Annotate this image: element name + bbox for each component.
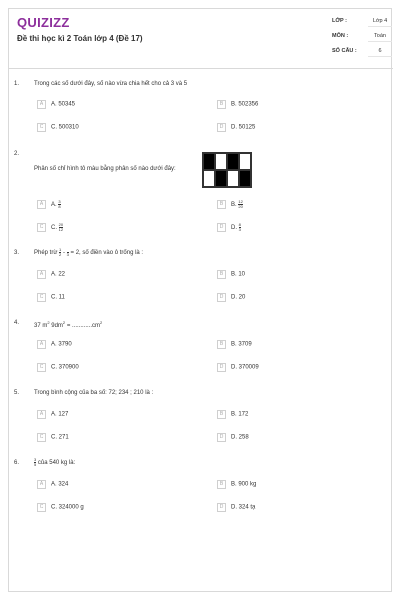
option-prefix: C. [51, 225, 57, 232]
option-letter: B [217, 100, 226, 109]
option-b[interactable] [217, 340, 252, 350]
meta-key: MÔN : [332, 33, 349, 39]
exam-title: Đề thi học kì 2 Toán lớp 4 (Đề 17) [17, 34, 143, 43]
question-text: Phân số chỉ hình tô màu bằng phân số nào dưới đây: [34, 166, 176, 172]
option-text: C. 500310 [51, 124, 79, 131]
option-text: C. 324000 g [51, 504, 84, 511]
option-letter: A [37, 340, 46, 349]
option-text: A. 50345 [51, 101, 76, 108]
question-text: Trong các số dưới đây, số nào vừa chia hết cho cả 3 và 5 [34, 81, 188, 87]
option-letter: A [37, 270, 46, 279]
option-a[interactable] [37, 480, 68, 490]
option-letter: D [217, 223, 226, 232]
option-b[interactable] [217, 200, 243, 210]
option-b[interactable] [217, 100, 258, 110]
grid-cell-empty [239, 153, 251, 170]
option-fraction: $\frac{12}{20}$ [238, 199, 243, 209]
meta-key: SỐ CÂU : [332, 48, 357, 54]
option-d[interactable] [217, 363, 259, 373]
option-letter: C [37, 363, 46, 372]
option-c[interactable] [37, 123, 79, 133]
option-fraction: $\frac{3}{8}$ [58, 199, 61, 209]
option-letter: C [37, 433, 46, 442]
option-letter: D [217, 363, 226, 372]
option-text: B. 3709 [231, 341, 252, 348]
worksheet-page [8, 8, 392, 592]
option-fraction: $\frac{8}{3}$ [238, 222, 241, 232]
question-text: Phép trừ $\frac{1}{2}$ - 3 = 2, số điền vào ô trống là : [34, 247, 144, 257]
option-text: B. 502356 [231, 101, 259, 108]
option-text: D. 20 [231, 294, 246, 301]
option-b[interactable] [217, 480, 256, 490]
option-text: C. 271 [51, 434, 69, 441]
option-letter: A [37, 200, 46, 209]
question-number: 4. [14, 320, 20, 326]
option-prefix: D. [231, 225, 237, 232]
option-text: B. 172 [231, 411, 249, 418]
option-d[interactable] [217, 433, 249, 443]
question-number: 1. [14, 81, 20, 87]
option-letter: A [37, 100, 46, 109]
option-letter: D [217, 293, 226, 302]
option-text: D. 370009 [231, 364, 259, 371]
grid-cell-shaded [215, 170, 227, 187]
option-letter: B [217, 340, 226, 349]
question-text: 37 $m^2$ $9dm^2 = ............cm^2$ [34, 320, 103, 329]
question-number: 2. [14, 151, 20, 157]
quizizz-logo: QUIZIZZ [17, 15, 70, 30]
option-text: A. 22 [51, 271, 66, 278]
grid-cell-shaded [227, 153, 239, 170]
option-d[interactable] [217, 293, 245, 303]
option-letter: B [217, 200, 226, 209]
option-letter: C [37, 503, 46, 512]
option-a[interactable] [37, 340, 72, 350]
grid-cell-empty [227, 170, 239, 187]
option-letter: B [217, 270, 226, 279]
option-d[interactable] [217, 123, 255, 133]
meta-value: Lớp 4 [368, 18, 392, 27]
option-letter: D [217, 123, 226, 132]
option-text: B. 900 kg [231, 481, 257, 488]
grid-cell-empty [215, 153, 227, 170]
option-a[interactable] [37, 100, 75, 110]
option-prefix: B. [231, 202, 237, 209]
option-a[interactable] [37, 270, 65, 280]
shaded-grid-figure [202, 152, 252, 188]
question-number: 3. [14, 250, 20, 256]
option-b[interactable] [217, 270, 245, 280]
option-d[interactable] [217, 223, 241, 233]
option-text: B. 10 [231, 271, 246, 278]
option-c[interactable] [37, 223, 63, 233]
option-text: D. 324 tạ [231, 504, 256, 511]
meta-key: LỚP : [332, 18, 347, 24]
option-letter: B [217, 480, 226, 489]
option-c[interactable] [37, 433, 69, 443]
option-letter: A [37, 410, 46, 419]
option-text: A. 324 [51, 481, 69, 488]
question-number: 6. [14, 460, 20, 466]
option-c[interactable] [37, 503, 84, 513]
option-text: D. 50125 [231, 124, 256, 131]
question-text: $\frac{3}{5}$ của 540 kg là: [34, 457, 76, 467]
option-letter: D [217, 433, 226, 442]
option-text: D. 258 [231, 434, 249, 441]
option-fraction: $\frac{20}{12}$ [58, 222, 64, 232]
option-text: A. 3790 [51, 341, 72, 348]
option-text: C. 370900 [51, 364, 79, 371]
option-a[interactable] [37, 200, 61, 210]
meta-value: 6 [368, 48, 392, 57]
question-text: Trong bình cộng của ba số: 72; 234 ; 210 là : [34, 390, 154, 396]
question-number: 5. [14, 390, 20, 396]
option-letter: C [37, 223, 46, 232]
option-c[interactable] [37, 363, 79, 373]
grid-cell-shaded [203, 153, 215, 170]
worksheet-header [9, 9, 393, 69]
option-c[interactable] [37, 293, 65, 303]
option-letter: D [217, 503, 226, 512]
option-b[interactable] [217, 410, 248, 420]
option-text: C. 11 [51, 294, 65, 301]
option-letter: B [217, 410, 226, 419]
grid-cell-shaded [239, 170, 251, 187]
meta-value: Toán [368, 33, 392, 42]
option-letter: C [37, 293, 46, 302]
grid-cell-empty [203, 170, 215, 187]
option-letter: C [37, 123, 46, 132]
option-letter: A [37, 480, 46, 489]
option-prefix: A. [51, 202, 57, 209]
option-text: A. 127 [51, 411, 69, 418]
option-a[interactable] [37, 410, 68, 420]
option-d[interactable] [217, 503, 255, 513]
